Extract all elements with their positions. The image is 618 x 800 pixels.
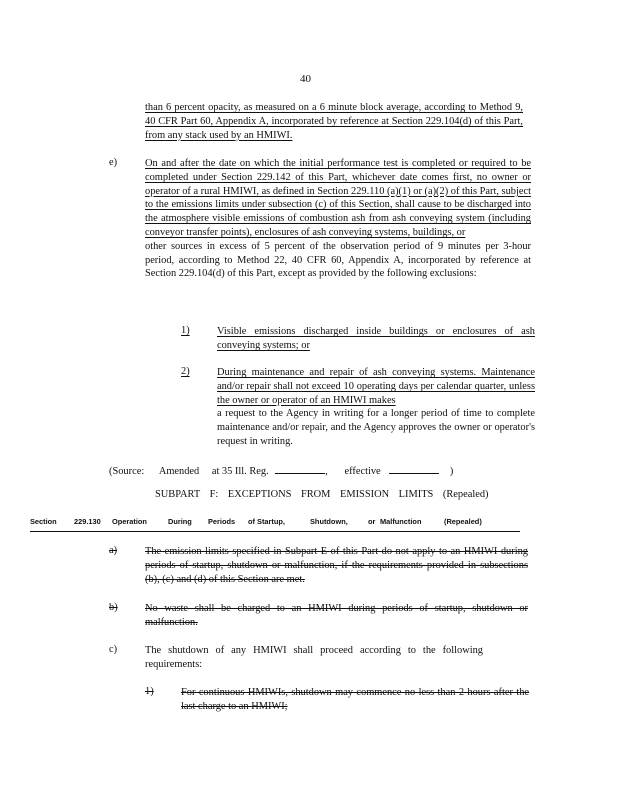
exclusion-2-label: 2) [181, 366, 190, 377]
exclusion-2-underlined-text: During maintenance and repair of ash conveying systems. Maintenance and/or repair shall not exceed 10 operating days per calendar quarter, unless the owner or operator of an HMIWI makes [217, 367, 535, 406]
repealed-a-label: a) [109, 545, 118, 556]
section-title-word-6: or [368, 517, 376, 526]
continued-paragraph: than 6 percent opacity, as measured on a 6 minute block average, according to Method 9, 40 CFR Part 60, Appendix A, incorporated by reference at Section 229.104(d) of this Part, from any stack used by an HMIWI. [145, 102, 523, 141]
page-number: 40 [300, 73, 311, 85]
section-status: (Repealed) [444, 517, 482, 526]
item-c-text: The shutdown of any HMIWI shall proceed according to the following requirements: [145, 645, 483, 670]
exclusion-1-text: Visible emissions discharged inside buildings or enclosures of ash conveying systems; or [217, 326, 535, 351]
repealed-b-text: No waste shall be charged to an HMIWI during periods of startup, shutdown or malfunction. [145, 603, 528, 628]
section-title-word-5: Shutdown, [310, 517, 348, 526]
register-blank [275, 463, 325, 474]
section-title-word-3: Periods [208, 517, 236, 526]
source-effective: effective [344, 466, 381, 477]
sub-item-1-label: 1) [145, 686, 154, 697]
item-e-label: e) [109, 157, 118, 168]
exclusion-1-label: 1) [181, 325, 190, 336]
section-title-word-4: of Startup, [248, 517, 285, 526]
source-note [109, 463, 453, 477]
item-e-text [145, 157, 531, 281]
section-number: 229.130 [74, 517, 101, 526]
source-register: at 35 Ill. Reg. [211, 466, 269, 477]
sub-item-1-text: For continuous HMIWIs, shutdown may commence no less than 2 hours after the last charge to an HMIWI; [181, 687, 529, 712]
subpart-title: SUBPART F: EXCEPTIONS FROM EMISSION LIMITS (Repealed) [155, 489, 489, 500]
effective-blank [389, 463, 439, 474]
section-title-word-7: Malfunction [380, 517, 422, 526]
source-amended: Amended [158, 466, 200, 477]
exclusion-2-text [217, 366, 535, 449]
item-e-underlined-text: On and after the date on which the initial performance test is completed or required to be completed under Section 229.142 of this Part, whichever date comes first, no owner or operator of a rural HMIWI, as defined in Section 229.110 (a)(1) or (a)(2) of this Part, subject to the emissions limits under subsection (c) of this Section, shall cause to be discharged into the atmosphere visible emissions of combustion ash from ash conveying system (including conveyor transfer points), enclosures of ash conveying systems, buildings, or [145, 158, 531, 238]
section-title-word-2: During [168, 517, 192, 526]
repealed-a-text: The emission limits specified in Subpart E of this Part do not apply to an HMIWI during periods of startup, shutdown or malfunction, if the requirements provided in subsections (b), (c) and (d) of this Section are met. [145, 546, 528, 585]
source-suffix: ) [449, 466, 454, 477]
section-title-word-1: Operation [112, 517, 147, 526]
exclusion-2-plain-text: a request to the Agency in writing for a longer period of time to complete maintenance and/or repair, and the Agency approves the owner or operator's request in writing. [217, 408, 535, 447]
source-prefix: (Source: [109, 466, 145, 477]
repealed-b-label: b) [109, 602, 118, 613]
item-e-plain-text: other sources in excess of 5 percent of the observation period of 9 minutes per 3-hour period, according to Method 22, 40 CFR 60, Appendix A, incorporated by reference at Section 229.104(d) of this Part, except as provided by the following exclusions: [145, 240, 531, 280]
section-heading [30, 517, 520, 532]
source-comma: , [325, 466, 328, 477]
item-c-label: c) [109, 644, 118, 655]
section-word: Section [30, 517, 57, 526]
